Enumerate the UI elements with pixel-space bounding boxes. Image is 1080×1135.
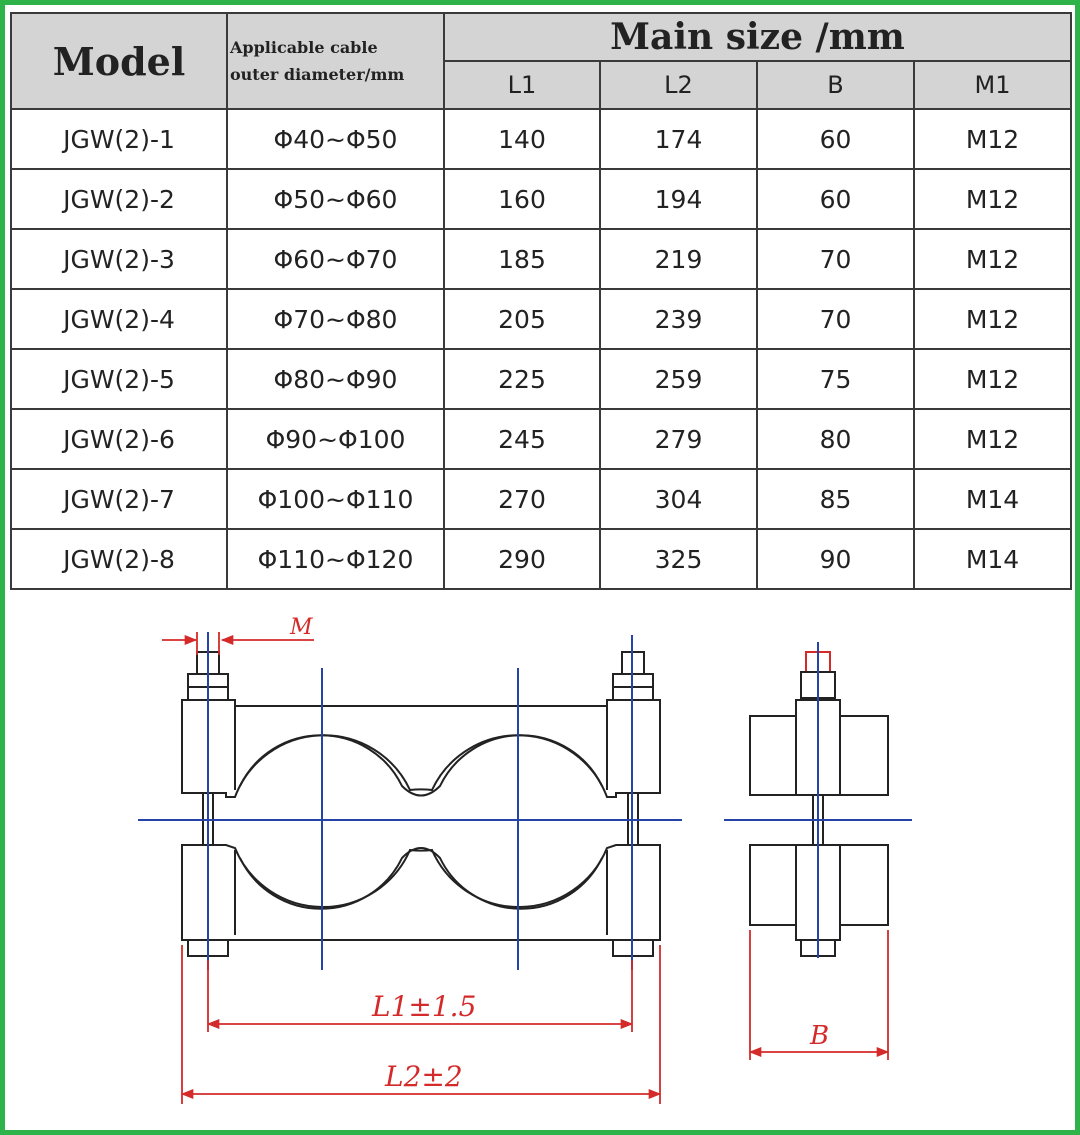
l2-cell: 239 [600, 289, 757, 349]
cable-header-line2: outer diameter/mm [230, 65, 405, 84]
l1-cell: 205 [444, 289, 600, 349]
l1-cell: 185 [444, 229, 600, 289]
cable-diameter-header [227, 13, 444, 109]
b-cell: 60 [757, 109, 914, 169]
clamp-drawing [0, 600, 1080, 1130]
l1-cell: 160 [444, 169, 600, 229]
b-cell: 90 [757, 529, 914, 589]
diameter-cell: Φ90~Φ100 [227, 409, 444, 469]
m1-header: M1 [914, 61, 1071, 109]
model-cell: JGW(2)-3 [11, 229, 227, 289]
l1-cell: 140 [444, 109, 600, 169]
l2-cell: 304 [600, 469, 757, 529]
diameter-cell: Φ40~Φ50 [227, 109, 444, 169]
main-size-header: Main size /mm [444, 13, 1071, 61]
b-header: B [757, 61, 914, 109]
l2-cell: 259 [600, 349, 757, 409]
m1-cell: M14 [914, 529, 1071, 589]
l2-cell: 174 [600, 109, 757, 169]
spec-table [10, 12, 1072, 590]
b-cell: 70 [757, 229, 914, 289]
model-cell: JGW(2)-4 [11, 289, 227, 349]
diameter-cell: Φ110~Φ120 [227, 529, 444, 589]
table-row [11, 289, 1071, 349]
m1-cell: M12 [914, 229, 1071, 289]
b-cell: 70 [757, 289, 914, 349]
model-cell: JGW(2)-7 [11, 469, 227, 529]
lower-clamp-body [182, 845, 660, 940]
front-view [182, 652, 660, 956]
diameter-cell: Φ50~Φ60 [227, 169, 444, 229]
l1-cell: 245 [444, 409, 600, 469]
table-row [11, 529, 1071, 589]
table-row [11, 349, 1071, 409]
diameter-cell: Φ70~Φ80 [227, 289, 444, 349]
diameter-cell: Φ60~Φ70 [227, 229, 444, 289]
l2-cell: 194 [600, 169, 757, 229]
diameter-cell: Φ100~Φ110 [227, 469, 444, 529]
upper-clamp-body [182, 700, 660, 797]
diameter-cell: Φ80~Φ90 [227, 349, 444, 409]
m1-cell: M14 [914, 469, 1071, 529]
m1-cell: M12 [914, 349, 1071, 409]
cable-header-line1: Applicable cable [230, 38, 378, 57]
l1-cell: 290 [444, 529, 600, 589]
l1-cell: 270 [444, 469, 600, 529]
table-row [11, 409, 1071, 469]
m1-cell: M12 [914, 169, 1071, 229]
table-row [11, 229, 1071, 289]
dimension-label-b: B [810, 1021, 830, 1051]
l1-header: L1 [444, 61, 600, 109]
l2-header: L2 [600, 61, 757, 109]
b-cell: 85 [757, 469, 914, 529]
dimension-label-m: M [290, 615, 313, 640]
l1-cell: 225 [444, 349, 600, 409]
model-cell: JGW(2)-8 [11, 529, 227, 589]
b-cell: 60 [757, 169, 914, 229]
dimension-label-l1: L1±1.5 [372, 990, 477, 1023]
b-cell: 80 [757, 409, 914, 469]
model-cell: JGW(2)-1 [11, 109, 227, 169]
dimension-label-l2: L2±2 [385, 1060, 463, 1093]
model-cell: JGW(2)-2 [11, 169, 227, 229]
table-row [11, 109, 1071, 169]
m1-cell: M12 [914, 109, 1071, 169]
l2-cell: 279 [600, 409, 757, 469]
l2-cell: 219 [600, 229, 757, 289]
l2-cell: 325 [600, 529, 757, 589]
b-cell: 75 [757, 349, 914, 409]
table-row [11, 169, 1071, 229]
m1-cell: M12 [914, 409, 1071, 469]
model-cell: JGW(2)-6 [11, 409, 227, 469]
table-row [11, 469, 1071, 529]
m1-cell: M12 [914, 289, 1071, 349]
model-cell: JGW(2)-5 [11, 349, 227, 409]
model-header: Model [11, 13, 227, 109]
